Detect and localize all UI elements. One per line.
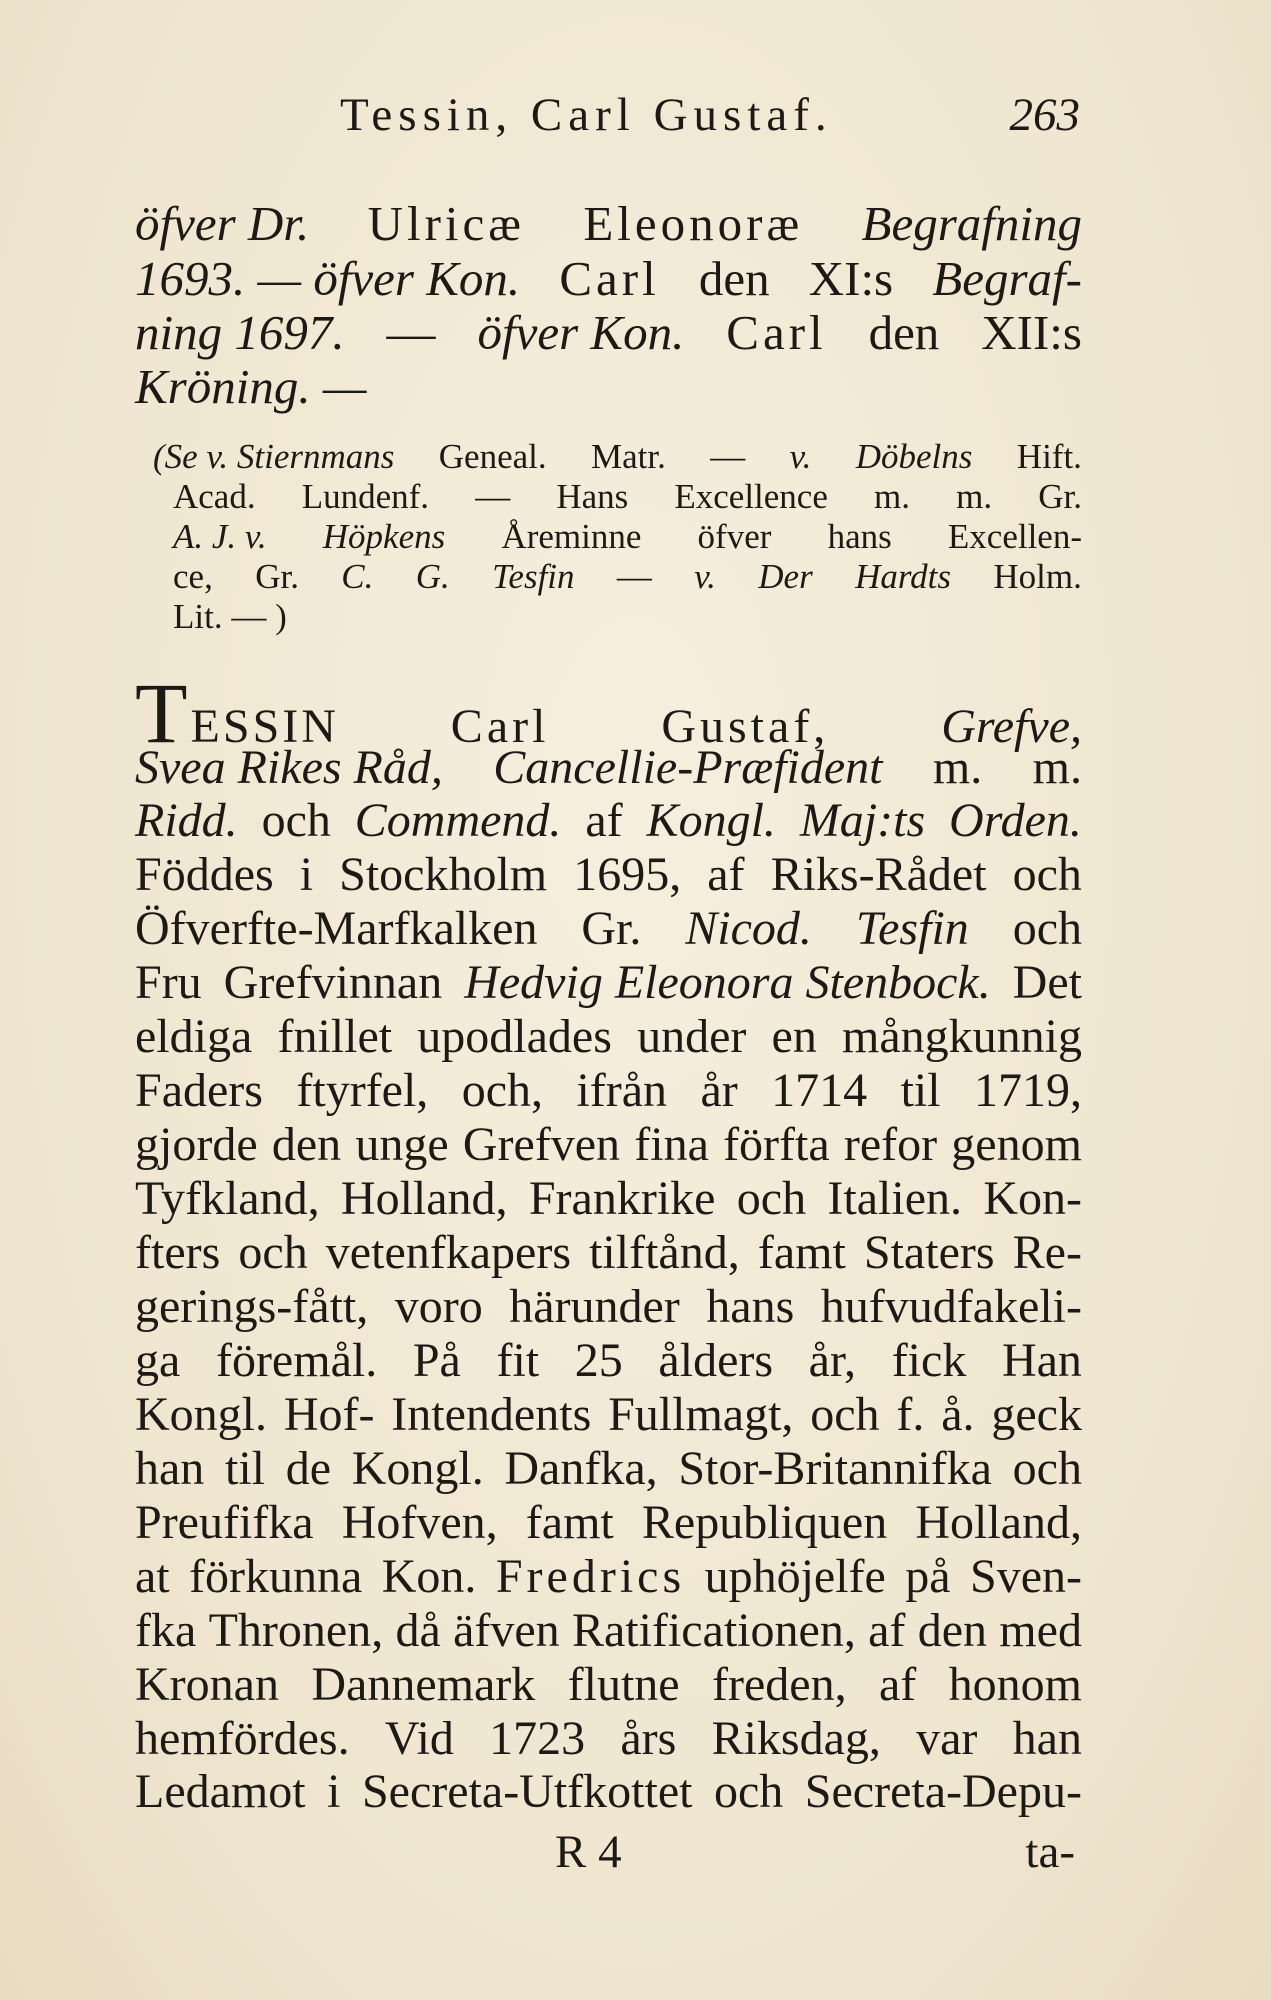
word: Öfverfte-Marfkalken — [135, 902, 538, 955]
word: 1714 — [771, 1064, 868, 1117]
word: Åreminne — [501, 517, 642, 556]
word: en — [771, 1010, 817, 1063]
word: til — [900, 1064, 941, 1117]
word: Riksdag, — [711, 1712, 881, 1765]
word: Dannemark — [311, 1658, 536, 1711]
word: Det — [1012, 956, 1082, 1009]
word: Carl — [726, 305, 827, 360]
page-number: 263 — [1009, 89, 1080, 141]
word: Der — [758, 557, 813, 596]
word: Döbelns — [855, 437, 973, 476]
word: famt — [525, 1496, 614, 1549]
word: Ridd. — [135, 794, 238, 847]
text-line — [135, 1225, 1082, 1280]
word: Kröning. — — [135, 359, 367, 414]
text-line — [135, 740, 1082, 795]
word: 1695, — [573, 848, 682, 901]
word: de — [285, 1442, 332, 1495]
headword-initial: T — [135, 665, 191, 761]
word: Fru — [135, 956, 202, 1009]
word: hans — [706, 1280, 795, 1333]
word: Frankrike — [528, 1172, 716, 1225]
word: XII:s — [981, 305, 1082, 360]
word: uphöjelfe — [704, 1550, 886, 1603]
word: refor — [843, 1118, 938, 1171]
word: G. — [415, 557, 450, 596]
word: Republiquen — [641, 1496, 888, 1549]
word: Commend. — [354, 794, 562, 847]
word: Fullmagt, — [608, 1388, 794, 1441]
word: genom — [951, 1118, 1082, 1171]
word: hufvudfakeli- — [820, 1280, 1082, 1333]
note-line — [173, 557, 1082, 597]
text-line — [135, 1063, 1082, 1118]
word: upodlades — [417, 1010, 612, 1063]
word: fnillet — [277, 1010, 393, 1063]
text-line — [135, 1171, 1082, 1226]
word: Ledamot — [135, 1765, 306, 1818]
word: eldiga — [135, 1010, 253, 1063]
word: Vid — [384, 1712, 454, 1765]
word: års — [620, 1712, 677, 1765]
page-footer — [555, 1825, 1075, 1885]
word: ga — [135, 1334, 181, 1387]
word: v. — [694, 557, 716, 596]
word: Holm. — [993, 557, 1082, 596]
word: förkunna — [189, 1550, 363, 1603]
text-line — [135, 1495, 1082, 1550]
note-line — [173, 477, 1082, 517]
text-line — [135, 901, 1082, 956]
word: öfver Kon. — [477, 305, 685, 360]
word: den — [698, 251, 770, 306]
word: föremål. — [215, 1334, 378, 1387]
word: Grefven — [462, 1118, 621, 1171]
word: Kongl. — [646, 794, 776, 847]
word: geck — [991, 1388, 1082, 1441]
word: år, — [808, 1334, 857, 1387]
signature-mark: R 4 — [555, 1826, 622, 1878]
word: på — [905, 1550, 951, 1603]
word: af — [868, 1604, 906, 1657]
word: Gustaf, — [661, 700, 830, 753]
word: — — [386, 305, 436, 360]
word: fick — [891, 1334, 967, 1387]
text-line — [135, 250, 1082, 307]
word: Holland, — [340, 1172, 508, 1225]
word: hans — [827, 517, 892, 556]
word: fit — [496, 1334, 540, 1387]
word: gjorde — [135, 1118, 258, 1171]
word: v. — [789, 437, 812, 476]
word: til — [225, 1442, 266, 1495]
word: Gr. — [581, 902, 642, 955]
word: Faders — [135, 1064, 263, 1117]
word: XI:s — [808, 251, 894, 306]
word: äfven — [453, 1604, 560, 1657]
word: fters — [135, 1226, 221, 1279]
word: — — [710, 437, 746, 476]
word: m. — [932, 741, 983, 794]
word: med — [999, 1604, 1082, 1657]
word: voro — [394, 1280, 483, 1333]
word: Föddes — [135, 848, 274, 901]
word: Höpkens — [322, 517, 446, 556]
word: (Se v. Stiernmans — [153, 437, 395, 476]
word: Orden. — [949, 794, 1082, 847]
word: under — [637, 1010, 747, 1063]
word: Svea Rikes Råd, — [135, 741, 443, 794]
word: Hift. — [1016, 437, 1082, 476]
word: Gr. — [1038, 477, 1082, 516]
running-title: Tessin, Carl Gustaf. — [340, 89, 833, 141]
word: öfver Dr. — [135, 196, 310, 251]
text-line — [135, 195, 1082, 252]
word: Tesfin — [855, 902, 969, 955]
word: C. — [341, 557, 374, 596]
word: unge — [355, 1118, 449, 1171]
note-line — [173, 517, 1082, 557]
word: Tesfin — [492, 557, 575, 596]
word: flutne — [567, 1658, 680, 1711]
word: af — [878, 1658, 917, 1711]
word: Kongl. — [351, 1442, 484, 1495]
word: Acad. — [173, 477, 256, 516]
word: Italien. — [827, 1172, 963, 1225]
text-line — [135, 1117, 1082, 1172]
word: famt — [757, 1226, 846, 1279]
word: den — [271, 1118, 342, 1171]
word: i — [299, 848, 314, 901]
word: öfver — [697, 517, 772, 556]
word: Ratificationen, — [571, 1604, 856, 1657]
word: honom — [948, 1658, 1082, 1711]
word: 25 — [574, 1334, 623, 1387]
word: Kongl. — [135, 1388, 267, 1441]
word: Intendents — [391, 1388, 592, 1441]
word: gerings-fått, — [135, 1280, 369, 1333]
word: Stockholm — [339, 848, 548, 901]
word: 1719, — [973, 1064, 1082, 1117]
headword-rest: ESSIN — [190, 700, 339, 753]
word: och — [713, 1765, 784, 1818]
word: Tyfkland, — [135, 1172, 320, 1225]
word: Gr. — [255, 557, 299, 596]
word: Geneal. — [438, 437, 547, 476]
word: Secreta-Depu- — [804, 1765, 1082, 1818]
word: i — [327, 1765, 341, 1818]
word: Hofven, — [341, 1496, 498, 1549]
word: Hardts — [855, 557, 952, 596]
word: Begraf- — [932, 251, 1082, 306]
word: fina — [634, 1118, 709, 1171]
word: f. — [896, 1388, 925, 1441]
note-line — [173, 597, 1082, 637]
text-line — [135, 1009, 1082, 1064]
word: Fredrics — [495, 1550, 686, 1603]
word: Grefve, — [941, 700, 1082, 753]
word: Kon. — [381, 1550, 477, 1603]
word: och — [1012, 848, 1082, 901]
word: vetenfkapers — [325, 1226, 571, 1279]
word: Kon- — [983, 1172, 1082, 1225]
word: hemfördes. — [135, 1712, 350, 1765]
word: Hans — [556, 477, 629, 516]
word: Eleonoræ — [583, 196, 804, 251]
text-line — [135, 1279, 1082, 1334]
word: ning 1697. — [135, 305, 345, 360]
word: m. — [956, 477, 993, 516]
word: å. — [941, 1388, 975, 1441]
word: at — [135, 1550, 170, 1603]
word: Carl — [559, 251, 660, 306]
text-line — [135, 955, 1082, 1010]
word: A. J. v. — [173, 517, 267, 556]
word: fka — [135, 1604, 197, 1657]
last-line-wrap — [135, 1700, 1082, 1818]
word: 1723 — [489, 1712, 586, 1765]
word: af — [707, 848, 745, 901]
word: var — [916, 1712, 978, 1765]
word: ifrån — [576, 1064, 668, 1117]
word: och — [810, 1388, 880, 1441]
word: och, — [461, 1064, 544, 1117]
word: Lit. — ) — [173, 597, 287, 636]
word: Riks-Rådet — [770, 848, 987, 901]
text-line — [135, 1764, 1082, 1819]
text-line — [135, 1549, 1082, 1604]
word: år — [700, 1064, 738, 1117]
text-line — [135, 847, 1082, 902]
text-line — [135, 1441, 1082, 1496]
text-line — [135, 304, 1082, 361]
word: Ulricæ — [367, 196, 525, 251]
text-line — [135, 793, 1082, 848]
word: förfta — [723, 1118, 830, 1171]
word: 1693. — öfver Kon. — [135, 251, 521, 306]
word: Begrafning — [861, 196, 1082, 251]
word: Han — [1001, 1334, 1082, 1387]
word: Holland, — [915, 1496, 1082, 1549]
word: ålders — [658, 1334, 774, 1387]
word: af — [585, 794, 623, 847]
word: Kronan — [135, 1658, 279, 1711]
word: Grefvinnan — [223, 956, 443, 1009]
word: Sven- — [970, 1550, 1082, 1603]
word: den — [868, 305, 940, 360]
word: och — [238, 1226, 308, 1279]
word: Secreta-Utfkottet — [361, 1765, 693, 1818]
word: Carl — [450, 700, 550, 753]
text-line — [135, 1603, 1082, 1658]
text-line — [135, 358, 1082, 415]
word: och — [261, 794, 331, 847]
word: m. — [1032, 741, 1082, 794]
word: han — [135, 1442, 205, 1495]
word: då — [395, 1604, 441, 1657]
note-line — [153, 437, 1082, 477]
word: ce, — [173, 557, 213, 596]
word: m. — [874, 477, 910, 516]
word: Nicod. — [685, 902, 812, 955]
word: härunder — [509, 1280, 680, 1333]
text-line — [135, 1387, 1082, 1442]
word: På — [412, 1334, 461, 1387]
word: — — [475, 477, 511, 516]
word: Matr. — [591, 437, 666, 476]
word: Hedvig Eleonora Stenbock. — [464, 956, 991, 1009]
word: Staters — [863, 1226, 995, 1279]
word: mångkunnig — [842, 1010, 1082, 1063]
word: Cancellie-Præfident — [493, 741, 883, 794]
catchword: ta- — [1025, 1826, 1075, 1878]
word: Stor-Britannifka — [678, 1442, 992, 1495]
word: Lundenf. — [301, 477, 430, 516]
word: freden, — [712, 1658, 847, 1711]
word: Excellence — [674, 477, 828, 516]
word: Danfka, — [504, 1442, 658, 1495]
word: ftyrfel, — [296, 1064, 429, 1117]
word: Hof- — [283, 1388, 375, 1441]
word: och — [1012, 902, 1082, 955]
word: Re- — [1012, 1226, 1082, 1279]
word: den — [917, 1604, 988, 1657]
word: och — [1012, 1442, 1082, 1495]
word: Maj:ts — [799, 794, 926, 847]
word: Excellen- — [947, 517, 1082, 556]
word: han — [1012, 1712, 1082, 1765]
word: och — [736, 1172, 807, 1225]
text-line — [135, 1333, 1082, 1388]
word: — — [616, 557, 652, 596]
word: Preufifka — [135, 1496, 314, 1549]
word: tilftånd, — [589, 1226, 740, 1279]
word: Thronen, — [208, 1604, 384, 1657]
